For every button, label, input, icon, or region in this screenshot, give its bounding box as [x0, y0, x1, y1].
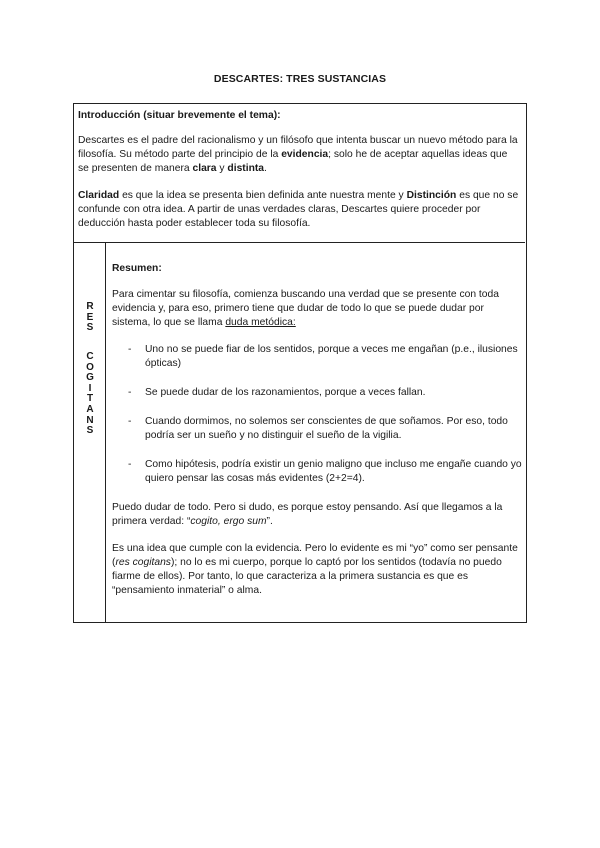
term-duda-metodica: duda metódica:: [225, 317, 296, 328]
list-item-text: Uno no se puede fiar de los sentidos, porque a veces me engañan (p.e., ilusiones ópticas): [145, 344, 518, 369]
term-clara: clara: [192, 163, 217, 174]
side-label-res: [74, 302, 106, 334]
side-letter: T: [86, 393, 94, 405]
term-distinta: distinta: [227, 163, 265, 174]
side-label-cell: [74, 243, 106, 623]
side-letter: I: [88, 382, 92, 394]
term-claridad: Claridad: [78, 190, 120, 201]
content-table: [73, 103, 527, 623]
dash-bullet: -: [128, 387, 132, 398]
side-letter: E: [86, 311, 94, 323]
list-item: [112, 343, 522, 371]
intro-p2-text-2: es que no se confunde con otra idea. A partir de unas verdades claras, Descartes quiere proceder por deducción hasta poder establecer toda su filosofía.: [78, 190, 519, 229]
dash-bullet: -: [128, 416, 132, 427]
list-item: [112, 458, 522, 486]
list-item: [112, 386, 522, 400]
doubt-list: [112, 343, 522, 486]
list-item-text: Cuando dormimos, no solemos ser conscientes de que soñamos. Por eso, todo podría ser un sueño y no distinguir el sueño de la vigilia.: [145, 416, 508, 441]
intro-cell: [74, 104, 525, 243]
term-cogito: cogito, ergo sum: [190, 516, 267, 527]
intro-p1-text: Descartes es el padre del racionalismo y un filósofo que intenta buscar un nuevo método para la filosofía. Su método parte del principio de la: [78, 135, 518, 160]
side-label-cogitans: [74, 352, 106, 437]
summary-paragraph-3: [112, 542, 522, 598]
summary-paragraph-1: [112, 288, 522, 330]
intro-paragraph-1: [78, 134, 521, 176]
side-letter: R: [86, 301, 94, 312]
intro-p1-text-4: .: [264, 163, 267, 174]
summary-heading: Resumen:: [112, 263, 162, 274]
summary-paragraph-2: [112, 501, 522, 529]
list-item-text: Se puede dudar de los razonamientos, porque a veces fallan.: [145, 387, 426, 398]
summary-p3-text-2: ); no lo es mi cuerpo, porque lo captó por los sentidos (todavía no puedo fiarme de ellos). Por tanto, lo que caracteriza a la primera sustancia es que es “pensamiento inmaterial” o alma.: [112, 557, 502, 596]
side-letter: C: [86, 351, 94, 362]
side-letter: O: [86, 361, 94, 373]
term-distincion: Distinción: [406, 190, 457, 201]
list-item-text: Como hipótesis, podría existir un genio maligno que incluso me engañe cuando yo quiero pensar las cosas más evidentes (2+2=4).: [145, 459, 522, 484]
side-letter: G: [86, 372, 94, 384]
side-letter: A: [86, 403, 94, 415]
term-evidencia: evidencia: [281, 149, 329, 160]
dash-bullet: -: [128, 344, 132, 355]
summary-cell: [112, 262, 522, 598]
list-item: [112, 415, 522, 443]
intro-paragraph-2: [78, 189, 521, 231]
side-letter: S: [86, 322, 94, 334]
side-letter: N: [86, 414, 94, 426]
intro-p2-text: es que la idea se presenta bien definida ante nuestra mente y: [119, 190, 407, 201]
side-letter: S: [86, 425, 94, 437]
summary-p2-text-2: ”.: [266, 516, 273, 527]
dash-bullet: -: [128, 459, 132, 470]
intro-p1-text-3: y: [216, 163, 228, 174]
term-res-cogitans: res cogitans: [115, 557, 171, 568]
intro-p1-text-2: ; solo he de aceptar aquellas ideas que se presenten de manera: [78, 149, 508, 174]
document-title: DESCARTES: TRES SUSTANCIAS: [213, 73, 387, 85]
summary-p1-text: Para cimentar su filosofía, comienza buscando una verdad que se presente con toda evidencia y, para eso, primero tiene que dudar de todo lo que se puede dudar por sistema, lo que se llama: [112, 289, 499, 328]
summary-p3-text: Es una idea que cumple con la evidencia. Pero lo evidente es mi “yo” como ser pensante (: [112, 543, 518, 568]
summary-p2-text: Puedo dudar de todo. Pero si dudo, es porque estoy pensando. Así que llegamos a la primera verdad: “: [112, 502, 503, 527]
intro-heading: Introducción (situar brevemente el tema):: [78, 110, 281, 121]
